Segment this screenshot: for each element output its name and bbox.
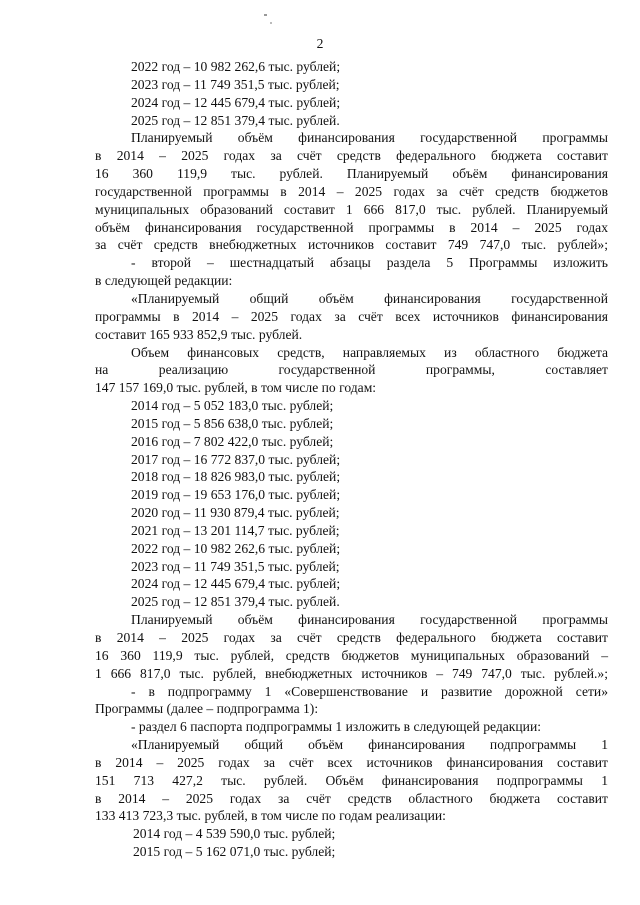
text-line: 16 360 119,9 тыс. рублей, средств бюджетов муниципальных образований – xyxy=(95,647,608,663)
text-line: 2023 год – 11 749 351,5 тыс. рублей; xyxy=(131,558,340,574)
text-line: 2025 год – 12 851 379,4 тыс. рублей. xyxy=(131,594,340,610)
text-line: за счёт средств внебюджетных источников составит 749 747,0 тыс. рублей»; xyxy=(95,237,608,253)
text-line: 2024 год – 12 445 679,4 тыс. рублей; xyxy=(131,94,341,110)
text-line: 2018 год – 18 826 983,0 тыс. рублей; xyxy=(131,469,341,485)
text-line: программы в 2014 – 2025 годах за счёт всех источников финансирования xyxy=(95,308,608,324)
text-line: на реализацию государственной программы, составляет xyxy=(95,362,608,378)
text-line: - раздел 6 паспорта подпрограммы 1 изложить в следующей редакции: xyxy=(131,719,542,735)
page-number: 2 xyxy=(316,36,324,51)
text-line: 2022 год – 10 982 262,6 тыс. рублей; xyxy=(131,59,341,74)
text-line: Программы (далее – подпрограмма 1): xyxy=(95,701,319,717)
text-line: 133 413 723,3 тыс. рублей, в том числе по годам реализации: xyxy=(95,808,446,824)
text-line: в 2014 – 2025 годах за счёт средств федерального бюджета составит xyxy=(95,630,608,645)
text-line: «Планируемый общий объём финансирования подпрограммы 1 xyxy=(131,737,608,753)
scan-speck xyxy=(270,22,272,24)
text-line: 2024 год – 12 445 679,4 тыс. рублей; xyxy=(131,576,341,592)
text-line: Планируемый объём финансирования государственной программы xyxy=(131,130,608,146)
text-line: государственной программы в 2014 – 2025 годах за счёт средств бюджетов xyxy=(95,183,608,199)
text-line: Планируемый объём финансирования государственной программы xyxy=(131,612,608,628)
text-line: - в подпрограмму 1 «Совершенствование и развитие дорожной сети» xyxy=(131,683,608,699)
text-line: 2017 год – 16 772 837,0 тыс. рублей; xyxy=(131,451,341,467)
text-line: 2014 год – 5 052 183,0 тыс. рублей; xyxy=(131,398,334,414)
text-line: 2015 год – 5 856 638,0 тыс. рублей; xyxy=(131,415,334,431)
text-line: 2016 год – 7 802 422,0 тыс. рублей; xyxy=(131,433,334,449)
text-line: 2025 год – 12 851 379,4 тыс. рублей. xyxy=(131,112,340,128)
text-line: 2023 год – 11 749 351,5 тыс. рублей; xyxy=(131,76,340,92)
text-line: 147 157 169,0 тыс. рублей, в том числе по годам: xyxy=(95,380,377,396)
text-line: в 2014 – 2025 годах за счёт всех источников финансирования составит xyxy=(95,754,608,770)
text-line: в следующей редакции: xyxy=(95,273,233,289)
scan-speck xyxy=(264,14,267,16)
text-line: 2021 год – 13 201 114,7 тыс. рублей; xyxy=(131,522,340,538)
text-line: муниципальных образований составит 1 666 817,0 тыс. рублей. Планируемый xyxy=(95,201,608,217)
text-line: - второй – шестнадцатый абзацы раздела 5 Программы изложить xyxy=(131,255,608,271)
document-body xyxy=(95,58,608,861)
text-line: «Планируемый общий объём финансирования государственной xyxy=(131,290,608,306)
text-line: 2020 год – 11 930 879,4 тыс. рублей; xyxy=(131,505,340,521)
text-line: Объем финансовых средств, направляемых из областного бюджета xyxy=(131,344,608,360)
text-line: 2015 год – 5 162 071,0 тыс. рублей; xyxy=(133,844,336,860)
text-line: объём финансирования государственной программы в 2014 – 2025 годах xyxy=(95,219,608,235)
text-line: 2014 год – 4 539 590,0 тыс. рублей; xyxy=(133,826,336,842)
text-line: 151 713 427,2 тыс. рублей. Объём финансирования подпрограммы 1 xyxy=(95,772,608,788)
text-line: 2019 год – 19 653 176,0 тыс. рублей; xyxy=(131,487,341,503)
text-line: 1 666 817,0 тыс. рублей, внебюджетных источников – 749 747,0 тыс. рублей.»; xyxy=(95,665,608,681)
text-line: составит 165 933 852,9 тыс. рублей. xyxy=(95,326,303,342)
text-line: 2022 год – 10 982 262,6 тыс. рублей; xyxy=(131,540,341,556)
text-line: 16 360 119,9 тыс. рублей. Планируемый объём финансирования xyxy=(95,166,608,182)
text-line: в 2014 – 2025 годах за счёт средств областного бюджета составит xyxy=(95,790,608,806)
text-line: в 2014 – 2025 годах за счёт средств федерального бюджета составит xyxy=(95,148,608,164)
